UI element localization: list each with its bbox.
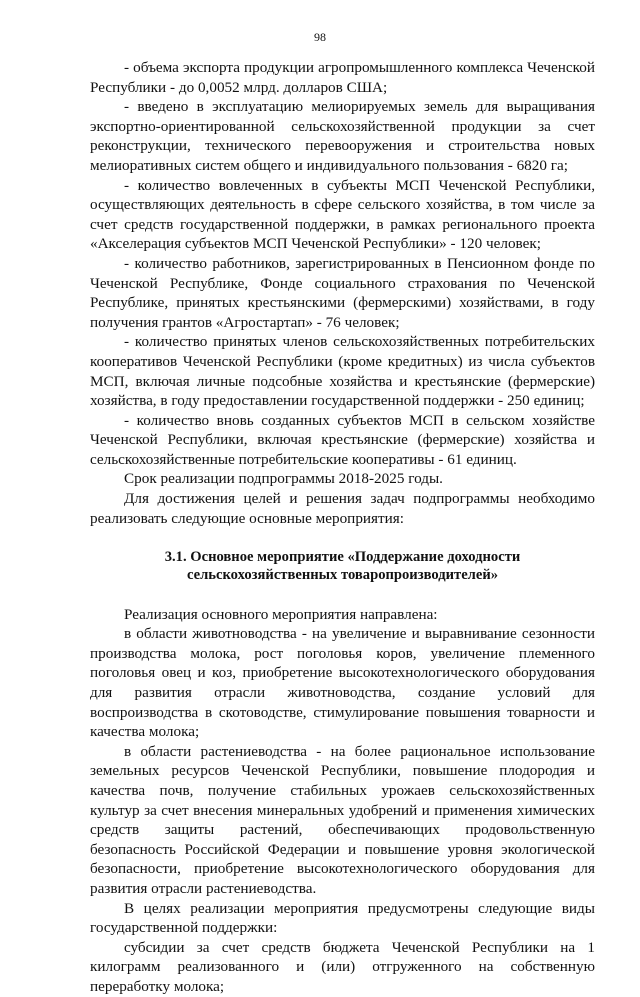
paragraph-crop-production: в области растениеводства - на более рациональное использование земельных ресурсов Чеченской Республики, повышение плодородия и качества почв, получение стабильных урожаев сельскохозяйственных культур за счет внесения минеральных удобрений и применения химических средств защиты растений, обеспечивающих продовольственную безопасность Российской Федерации и повышение уровня экологической безопасности, приобретение высокотехнологического оборудования для развития отрасли растениеводства.	[90, 742, 595, 897]
paragraph-support-types: В целях реализации мероприятия предусмотрены следующие виды государственной поддержки:	[90, 899, 595, 937]
page-number: 98	[314, 30, 326, 44]
section-heading	[90, 548, 595, 585]
section-heading-line-1: 3.1. Основное мероприятие «Поддержание доходности	[164, 548, 521, 565]
paragraph-goals: Для достижения целей и решения задач подпрограммы необходимо реализовать следующие основные мероприятия:	[90, 490, 595, 527]
spacer	[90, 585, 595, 605]
spacer	[90, 528, 595, 548]
paragraph-export-volume: - объема экспорта продукции агропромышленного комплекса Чеченской Республики - до 0,0052 млрд. долларов США;	[90, 59, 595, 96]
paragraph-msp-involved: - количество вовлеченных в субъекты МСП Чеченской Республики, осуществляющих деятельность в сфере сельского хозяйства, в том числе за счет средств государственной поддержки, в рамках регионального проекта «Акселерация субъектов МСП Чеченской Республики» - 120 человек;	[90, 176, 595, 253]
paragraph-melioration: - введено в эксплуатацию мелиорируемых земель для выращивания экспортно-ориентированной сельскохозяйственной продукции за счет реконструкции, технического перевооружения и строительства новых мелиоративных систем общего и индивидуального пользования - 6820 га;	[90, 98, 595, 174]
section-heading-line-2: сельскохозяйственных товаропроизводителей»	[186, 567, 499, 584]
paragraph-livestock: в области животноводства - на увеличение и выравнивание сезонности производства молока, рост поголовья коров, увеличение племенного поголовья овец и коз, приобретение высокотехнологического оборудования для развития отрасли животноводства, создание условий для воспроизводства в скотоводстве, стимулирование повышения товарности и качества молока;	[90, 625, 595, 741]
paragraph-workers: - количество работников, зарегистрированных в Пенсионном фонде по Чеченской Республике, Фонде социального страхования по Чеченской Республике, принятых крестьянскими (фермерскими) хозяйствами, в году получения грантов «Агростартап» - 76 человек;	[90, 254, 595, 331]
paragraph-new-msp: - количество вновь созданных субъектов МСП в сельском хозяйстве Чеченской Республики, включая крестьянские (фермерские) хозяйства и сельскохозяйственные потребительские кооперативы - 61 единиц.	[90, 411, 595, 468]
paragraph-direction-intro: Реализация основного мероприятия направлена:	[124, 605, 438, 623]
paragraph-cooperative-members: - количество принятых членов сельскохозяйственных потребительских кооперативов Чеченской Республики (кроме кредитных) из числа субъектов МСП, включая личные подсобные хозяйства и крестьянские (фермерские) хозяйства, в году предоставлении государственной поддержки - 250 единиц;	[90, 333, 595, 410]
paragraph-milk-subsidy: субсидии за счет средств бюджета Чеченской Республики на 1 килограмм реализованного и (или) отгруженного на собственную переработку молока;	[90, 938, 595, 995]
page-content	[90, 58, 595, 997]
paragraph-term: Срок реализации подпрограммы 2018-2025 годы.	[124, 470, 443, 488]
